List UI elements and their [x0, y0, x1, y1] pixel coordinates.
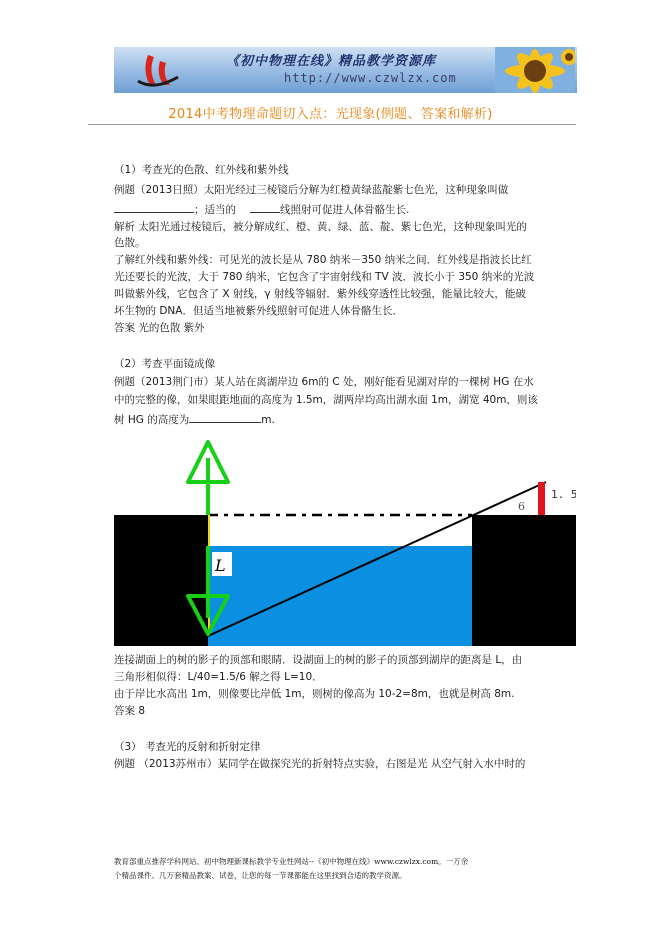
footer-line: 教育部重点推荐学科网站、初中物理新课标教学专业性网站--《初中物理在线》www.czwlzx.com。一万余 [114, 857, 469, 866]
site-name: 《初中物理在线》精品教学资源库 [226, 54, 437, 69]
section2-answer: 答案 8 [114, 705, 146, 717]
lake-reflection-figure [114, 428, 576, 646]
tree-arrow-icon [188, 442, 228, 515]
left-bank [114, 515, 208, 646]
section2-example: 例题（2013荆门市）某人站在离湖岸边 6m的 C 处，刚好能看见湖对岸的一棵树 HG 在水 [114, 376, 534, 388]
section2-heading: （2）考查平面镜成像 [114, 358, 216, 370]
section1-answer: 答案 光的色散 紫外 [114, 322, 205, 334]
label-1-5: 1. 5 [551, 488, 576, 501]
title-divider [88, 124, 576, 125]
section1-heading: （1）考查光的色散、红外线和紫外线 [114, 164, 289, 176]
header-banner [114, 47, 577, 93]
label-L: L [215, 556, 226, 575]
page-title: 2014中考物理命题切入点：光现象(例题、答案和解析) [168, 107, 493, 122]
answer-blank [114, 201, 194, 213]
section2-solution: 三角形相似得：L/40=1.5/6 解之得 L=10． [114, 671, 323, 683]
answer-blank [250, 201, 280, 213]
section2-example: 中的完整的像，如果眼距地面的高度为 1.5m，湖两岸均高出湖水面 1m，湖宽 40m，则该 [114, 394, 538, 406]
site-logo-icon [134, 51, 180, 89]
section2-solution: 连接湖面上的树的影子的顶部和眼睛．设湖面上的树的影子的顶部到湖岸的距离是 L，由 [114, 654, 523, 666]
label-6: 6 [518, 500, 525, 513]
person-height-marker [538, 482, 545, 515]
sunflower-icon [495, 47, 575, 93]
section3-heading: （3） 考查光的反射和折射定律 [114, 741, 261, 753]
section1-paragraph: 光还要长的光波，大于 780 纳米，它包含了宇宙射线和 TV 波．波长小于 350 纳米的光波 [114, 271, 535, 283]
section1-analysis: 解析 太阳光通过棱镜后，被分解成红、橙、黄、绿、蓝、靛、紫七色光，这种现象叫光的 [114, 221, 527, 233]
section1-example-cont: ；适当的 线照射可促进人体骨骼生长. [114, 201, 409, 218]
page-footer [114, 855, 584, 883]
lake-water [208, 546, 472, 646]
site-url[interactable]: http://www.czwlzx.com [284, 71, 457, 85]
section1-analysis-cont: 色散。 [114, 237, 146, 249]
answer-blank [189, 411, 261, 423]
section1-paragraph: 了解红外线和紫外线：可见光的波长是从 780 纳米－350 纳米之间．红外线是指波长比红 [114, 254, 532, 266]
section1-example: 例题（2013日照）太阳光经过三棱镜后分解为红橙黄绿蓝靛紫七色光，这种现象叫做 [114, 184, 509, 196]
section1-paragraph: 坏生物的 DNA．但适当地被紫外线照射可促进人体骨骼生长． [114, 305, 403, 317]
section2-example-cont: 树 HG 的高度为 m. [114, 411, 275, 428]
section2-solution: 由于岸比水高出 1m，则像要比岸低 1m，则树的像高为 10-2=8m，也就是树高 8m. [114, 688, 515, 700]
section3-example: 例题 （2013苏州市）某同学在做探究光的折射特点实验，右图是光 从空气射入水中时的 [114, 758, 526, 770]
section1-paragraph: 叫做紫外线，它包含了 X 射线，γ 射线等辐射．紫外线穿透性比较强，能量比较大，能破 [114, 288, 526, 300]
right-bank [472, 515, 576, 646]
footer-line: 个精品课件、几万套精品教案、试卷，让您的每一节课都能在这里找到合适的教学资源。 [114, 871, 407, 880]
